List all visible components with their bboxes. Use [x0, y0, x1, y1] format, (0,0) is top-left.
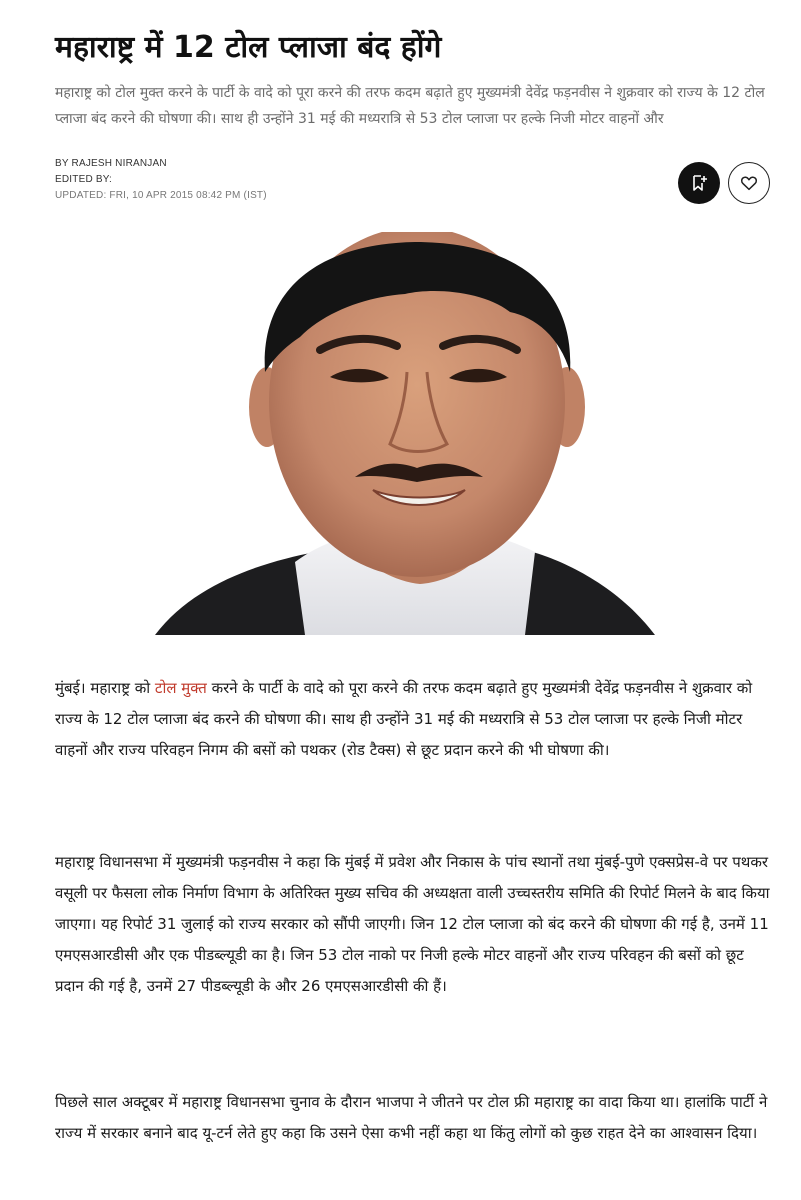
- toll-mukt-link[interactable]: टोल मुक्त: [154, 679, 207, 697]
- article-headline: महाराष्ट्र में 12 टोल प्लाजा बंद होंगे: [55, 30, 442, 65]
- article-meta: [55, 156, 267, 204]
- portrait-photo: [55, 232, 771, 635]
- article-paragraph-3: पिछले साल अक्टूबर में महाराष्ट्र विधानसभा चुनाव के दौरान भाजपा ने जीतने पर टोल फ्री महाराष्ट्र का वादा किया था। हालांकि पार्टी ने राज्य में सरकार बनाने बाद यू-टर्न लेते हुए कहा कि उसने ऐसा कभी नहीं कहा था किंतु लोगों को कुछ राहत देने का आश्वासन दिया।: [55, 1093, 768, 1142]
- edited-by: EDITED BY:: [55, 174, 113, 185]
- article-summary: महाराष्ट्र को टोल मुक्त करने के पार्टी के वादे को पूरा करने की तरफ कदम बढ़ाते हुए मुख्यमंत्री देवेंद्र फड़नवीस ने शुक्रवार को राज्य के 12 टोल प्लाजा बंद करने की घोषणा की। साथ ही उन्होंने 31 मई की मध्यरात्रि से 53 टोल प्लाजा पर हल्के निजी मोटर वाहनों और: [55, 85, 765, 127]
- byline: BY RAJESH NIRANJAN: [55, 158, 167, 169]
- bookmark-button[interactable]: [678, 162, 720, 204]
- paragraph-1-rest: करने के पार्टी के वादे को पूरा करने की तरफ कदम बढ़ाते हुए मुख्यमंत्री देवेंद्र फड़नवीस ने शुक्रवार को राज्य के 12 टोल प्लाजा बंद करने की घोषणा की। साथ ही उन्होंने 31 मई की मध्यरात्रि से 53 टोल प्लाजा पर हल्के निजी मोटर वाहनों और राज्य परिवहन निगम की बसों को पथकर (रोड टैक्स) से छूट प्रदान करने की भी घोषणा की।: [55, 679, 753, 759]
- article-actions: [678, 162, 770, 204]
- like-button[interactable]: [728, 162, 770, 204]
- bookmark-add-icon: [690, 174, 708, 192]
- paragraph-1-intro: मुंबई। महाराष्ट्र को: [55, 679, 155, 697]
- heart-icon: [740, 174, 758, 192]
- updated-timestamp: UPDATED: FRI, 10 APR 2015 08:42 PM (IST): [55, 190, 267, 201]
- article-hero-image: [55, 232, 771, 635]
- article-paragraph-2: महाराष्ट्र विधानसभा में मुख्यमंत्री फड़नवीस ने कहा कि मुंबई में प्रवेश और निकास के पांच स्थानों तथा मुंबई-पुणे एक्सप्रेस-वे पर पथकर वसूली पर फैसला लोक निर्माण विभाग के अतिरिक्त मुख्य सचिव की अध्यक्षता वाली उच्चस्तरीय समिति की रिपोर्ट मिलने के बाद किया जाएगा। यह रिपोर्ट 31 जुलाई को राज्य सरकार को सौंपी जाएगी। जिन 12 टोल प्लाजा को बंद करने की घोषणा की गई है, उनमें 11 एमएसआरडीसी और एक पीडब्ल्यूडी का है। जिन 53 टोल नाको पर निजी हल्के मोटर वाहनों और राज्य परिवहन की बसों को छूट प्रदान की गई है, उनमें 27 पीडब्ल्यूडी के और 26 एमएसआरडीसी की हैं।: [55, 853, 770, 995]
- article-paragraph-1: [55, 673, 775, 766]
